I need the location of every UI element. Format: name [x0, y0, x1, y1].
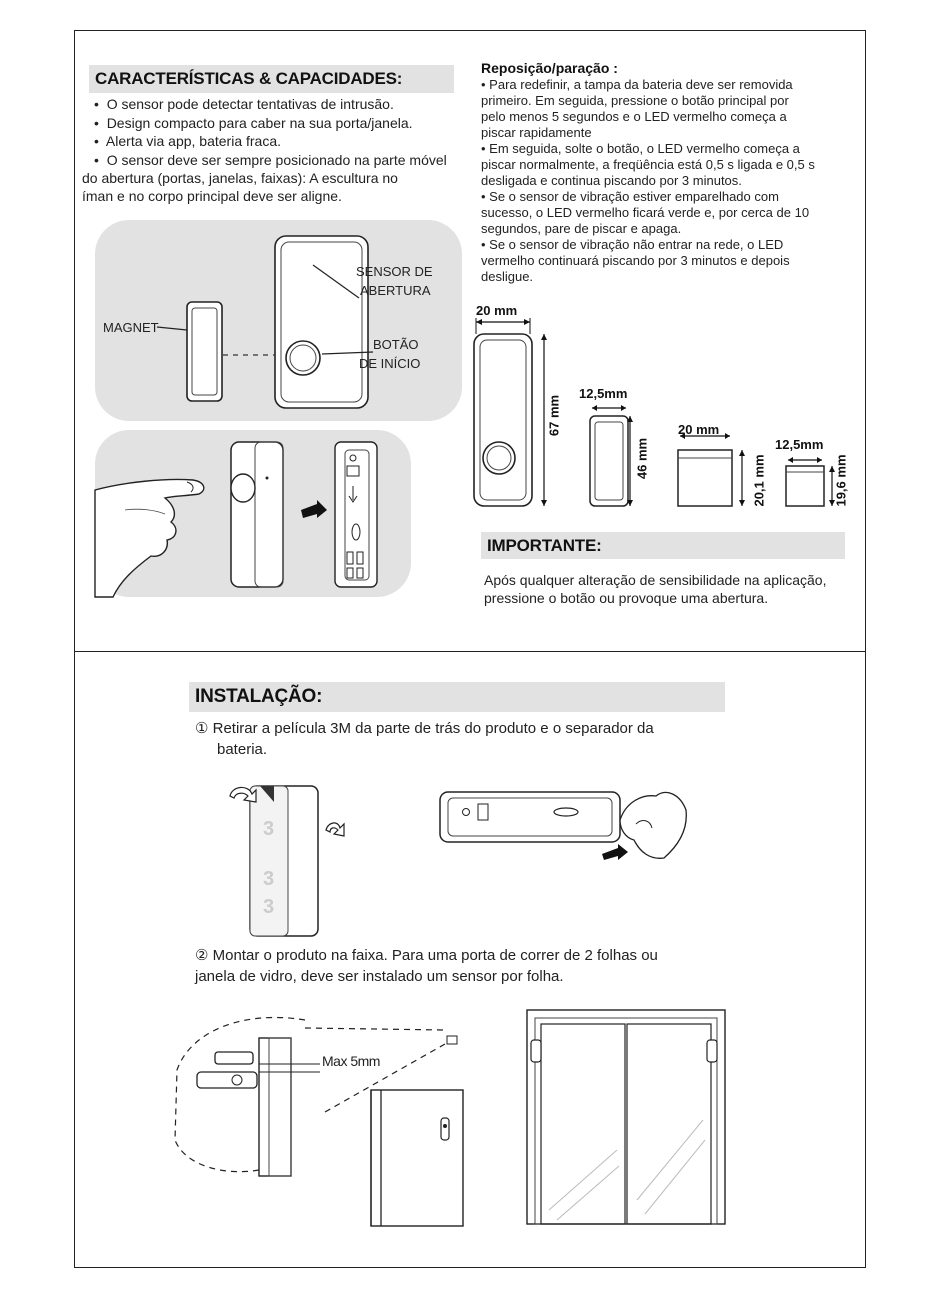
sensor-label-line1: SENSOR DE — [356, 264, 433, 279]
dimensions-diagram — [466, 310, 856, 520]
reset-line: • Se o sensor de vibração não entrar na rede, o LED — [481, 237, 784, 252]
sensor-on-window — [707, 1040, 717, 1062]
important-heading: IMPORTANTE: — [481, 532, 845, 559]
step-2-line2: janela de vidro, deve ser instalado um sensor por folha. — [195, 968, 564, 985]
installation-heading — [189, 682, 725, 712]
window-pane-right — [627, 1024, 711, 1224]
reset-line: • Se o sensor de vibração estiver emparelhado com — [481, 189, 779, 204]
sensor-closeup — [197, 1072, 257, 1088]
peel-arrow-icon — [326, 823, 344, 836]
magnet-height-label: 46 mm — [634, 437, 650, 480]
feature-bullet-4-cont1: do abertura (portas, janelas, faixas): A escultura no — [82, 170, 398, 186]
feature-bullet-4 — [94, 151, 447, 169]
spacer-small-height-label: 19,6 mm — [833, 454, 849, 507]
button-label-line2: DE INÍCIO — [359, 356, 421, 371]
bullet-marker: • — [94, 96, 99, 112]
feature-text: O sensor deve ser sempre posicionado na parte móvel — [106, 152, 447, 168]
magnet-label: MAGNET — [103, 320, 159, 335]
bullet-marker: • — [94, 152, 99, 168]
sensor-label-line2: ABERTURA — [360, 283, 431, 298]
tape-mark-2: 3 — [263, 868, 275, 890]
battery-cover-illustration — [335, 442, 377, 587]
window-pane-left — [541, 1024, 625, 1224]
max-gap-label: Max 5mm — [322, 1053, 380, 1069]
magnet-width-label: 12,5mm — [579, 386, 628, 401]
reset-line: • Para redefinir, a tampa da bateria deve ser removida — [481, 77, 793, 92]
tape-removal-illustration — [222, 782, 362, 938]
feature-bullet-2 — [94, 114, 413, 132]
important-line-1: Após qualquer alteração de sensibilidade na aplicação, — [484, 572, 827, 588]
installation-heading-suffix: : — [316, 686, 323, 707]
zoom-circle — [175, 1017, 305, 1171]
step-1-line2: bateria. — [217, 741, 268, 758]
reset-line: sucesso, o LED vermelho ficará verde e, por cerca de 10 — [481, 205, 810, 220]
separator-removal-illustration — [440, 784, 690, 864]
step-1 — [195, 718, 654, 739]
reset-line: piscar normalmente, a freqüência está 0,5 s ligada e 0,5 s — [481, 157, 815, 172]
feature-bullet-3 — [94, 132, 281, 150]
feature-text: Alerta via app, bateria fraca. — [105, 133, 282, 149]
feature-bullet-1 — [94, 95, 394, 113]
reset-line: piscar rapidamente — [481, 125, 592, 140]
tape-mark-1: 3 — [263, 818, 275, 840]
magnet-dimension-drawing — [590, 405, 633, 506]
important-line-2: pressione o botão ou provoque uma abertura. — [484, 590, 769, 606]
door-handle-icon — [441, 1118, 449, 1140]
sensor-side-illustration — [231, 442, 283, 587]
step-1-number: ① — [195, 720, 209, 737]
door-mount-illustration — [175, 1000, 475, 1226]
spacer-small-width-label: 12,5mm — [775, 437, 824, 452]
reset-line: pelo menos 5 segundos e o LED vermelho começa a — [481, 109, 787, 124]
bullet-marker: • — [94, 133, 99, 149]
tape-mark-3: 3 — [263, 896, 275, 918]
reset-section — [481, 60, 861, 285]
press-battery-diagram — [95, 430, 411, 597]
sensor-height-label: 67 mm — [546, 394, 562, 437]
door-frame — [371, 1090, 463, 1226]
feature-text: Design compacto para caber na sua porta/janela. — [106, 115, 413, 131]
reset-line: desligada e continua piscando por 3 minutos. — [481, 173, 742, 188]
step-2 — [195, 945, 658, 966]
spacer-large-height-label: 20,1 mm — [751, 454, 767, 507]
window-frame — [527, 1010, 725, 1224]
features-heading: CARACTERÍSTICAS & CAPACIDADES: — [89, 65, 454, 93]
arrow-right-icon — [602, 844, 628, 860]
start-button-shape — [286, 341, 320, 375]
step-2-line1: Montar o produto na faixa. Para uma porta de correr de 2 folhas ou — [212, 947, 658, 964]
reset-line: primeiro. Em seguida, pressione o botão principal por — [481, 93, 789, 108]
sensor-shape — [275, 236, 368, 408]
feature-bullet-4-cont2: íman e no corpo principal deve ser aligne. — [82, 188, 342, 204]
window-mount-illustration — [527, 1000, 727, 1224]
spacer-large-width-label: 20 mm — [678, 422, 720, 437]
step-1-line1: Retirar a película 3M da parte de trás do produto e o separador da — [212, 720, 654, 737]
bullet-marker: • — [94, 115, 99, 131]
button-label-line1: BOTÃO — [373, 337, 419, 352]
sensor-on-window — [531, 1040, 541, 1062]
reset-line: • Em seguida, solte o botão, o LED vermelho começa a — [481, 141, 800, 156]
spacer-small-dimension-drawing — [786, 457, 835, 506]
reset-line: vermelho continuará piscando por 3 minutos e depois — [481, 253, 790, 268]
magnet-closeup — [215, 1052, 253, 1064]
feature-text: O sensor pode detectar tentativas de intrusão. — [106, 96, 394, 112]
sensor-dimension-drawing — [474, 318, 547, 506]
section-divider — [74, 651, 866, 652]
installation-heading-text: INSTALAÇÃO — [195, 686, 317, 707]
reset-title: Reposição/paração : — [481, 60, 618, 76]
reset-line: segundos, pare de piscar e apaga. — [481, 221, 682, 236]
spacer-large-dimension-drawing — [678, 433, 745, 506]
hand-pulling-illustration — [620, 792, 686, 858]
sensor-width-label: 20 mm — [476, 303, 518, 318]
reset-line: desligue. — [481, 269, 534, 284]
step-2-number: ② — [195, 947, 209, 964]
